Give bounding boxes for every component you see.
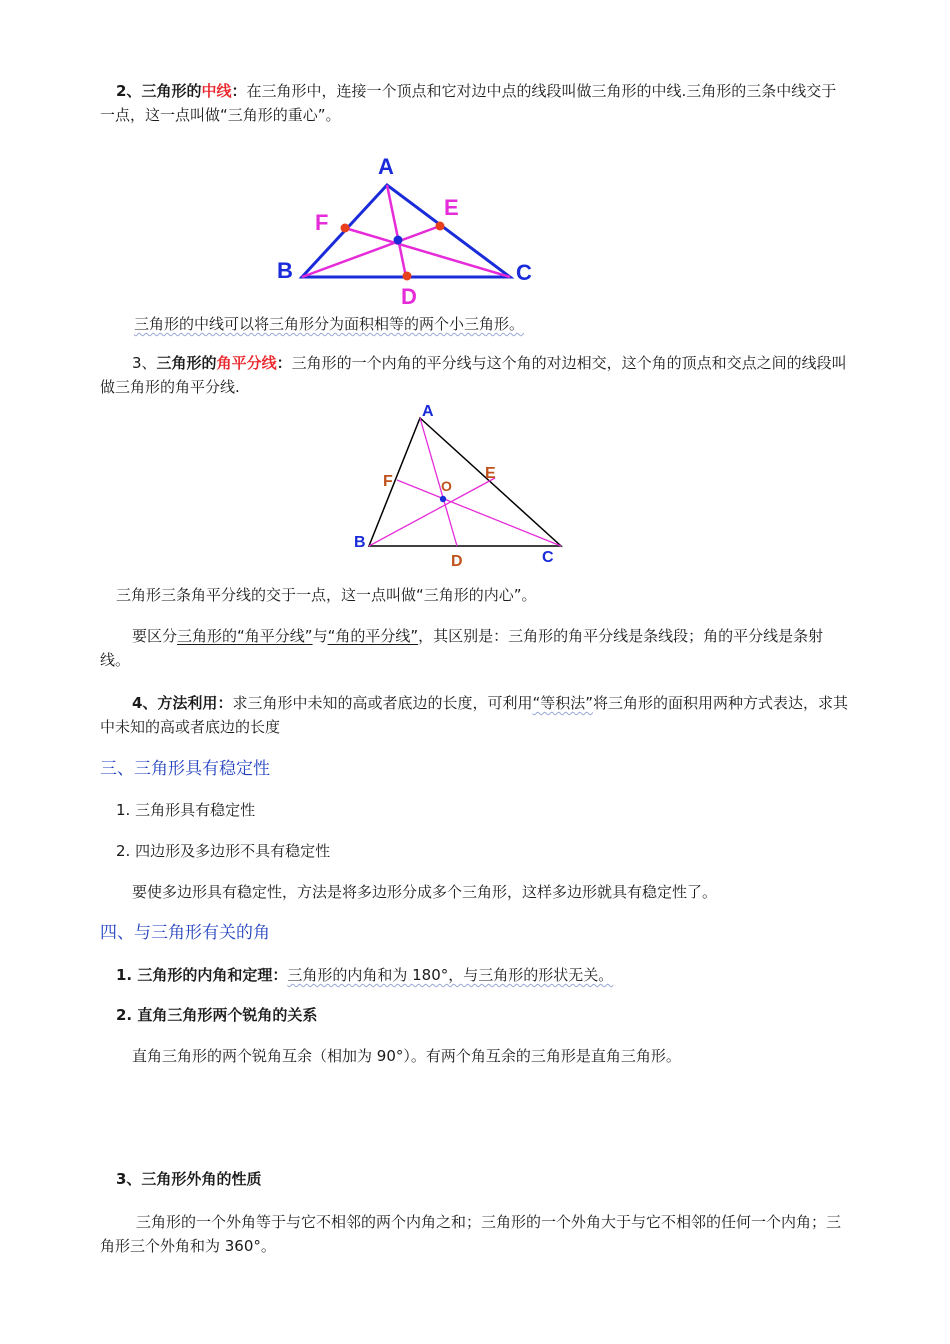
definition-text: 三角形的一个内角的平分线与这个角的对边相交，这个角的顶点和交点之间的线段叫做三角形的角平分线. [100, 354, 847, 396]
label-e: E [485, 465, 496, 482]
label-f: F [383, 473, 393, 490]
label-b: B [277, 258, 293, 283]
method-text-2: 将三角形的面积用两种方式表达，求其中未知的高或者底边的长度 [100, 694, 849, 736]
term-colon: ： [276, 354, 292, 372]
incenter-point [440, 496, 446, 502]
label-e: E [444, 195, 459, 220]
term-colon: ： [231, 82, 247, 100]
section-number: 2、 [116, 82, 142, 100]
section-4-heading: 四、与三角形有关的角 [100, 923, 270, 943]
triangle-abc [302, 185, 510, 277]
method-label: 4、方法利用： [132, 694, 233, 712]
angle-sum-item [100, 963, 850, 987]
angle-sum-text: 三角形的内角和为 180°，与三角形的形状无关。 [287, 966, 614, 984]
distinguish-note [100, 624, 850, 672]
point-d [403, 272, 412, 281]
section-number: 3、 [132, 354, 157, 372]
distinguish-term-2: “角的平分线” [327, 627, 419, 645]
right-triangle-heading: 2. 直角三角形两个锐角的关系 [116, 1006, 318, 1024]
label-c: C [516, 260, 532, 285]
point-e [436, 222, 445, 231]
exterior-angle-text: 三角形的一个外角等于与它不相邻的两个内角之和；三角形的一个外角大于与它不相邻的任何一个内角；三角形三个外角和为 360°。 [100, 1213, 842, 1255]
label-a: A [378, 154, 394, 179]
median-area-text: 三角形的中线可以将三角形分为面积相等的两个小三角形。 [134, 315, 525, 333]
label-o: O [441, 478, 452, 494]
bisector-cf [397, 480, 561, 546]
label-d: D [451, 553, 463, 570]
term-prefix: 三角形的 [141, 82, 202, 100]
point-f [341, 224, 350, 233]
incenter-text: 三角形三条角平分线的交于一点，这一点叫做“三角形的内心”。 [116, 586, 537, 604]
distinguish-term-1: 三角形的“角平分线” [177, 627, 313, 645]
centroid-point [394, 236, 403, 245]
label-c: C [542, 549, 554, 566]
term-highlight: 角平分线 [216, 354, 277, 372]
label-a: A [422, 403, 434, 420]
distinguish-text-1: 要区分 [132, 627, 178, 645]
median-area-note [100, 312, 850, 336]
bisector-definition [100, 351, 850, 399]
label-f: F [315, 210, 329, 235]
distinguish-text-3: ，其区别是：三角形的角平分线是条线段；角的平分线是条射线。 [100, 627, 824, 669]
method-text-1: 求三角形中未知的高或者底边的长度，可利用 [232, 694, 533, 712]
triangle-abc [369, 418, 561, 546]
term-highlight: 中线 [201, 82, 232, 100]
angle-sum-label: 1. 三角形的内角和定理： [116, 966, 288, 984]
section-3-heading: 三、三角形具有稳定性 [100, 759, 270, 779]
stability-item-1: 1. 三角形具有稳定性 [116, 801, 256, 819]
term-prefix: 三角形的 [156, 354, 217, 372]
right-triangle-text: 直角三角形的两个锐角互余（相加为 90°）。有两个角互余的三角形是直角三角形。 [132, 1047, 681, 1065]
label-b: B [354, 534, 366, 551]
bisector-triangle-figure [340, 398, 580, 573]
method-paragraph [100, 691, 850, 739]
stability-item-2: 2. 四边形及多边形不具有稳定性 [116, 842, 331, 860]
incenter-note [100, 583, 850, 607]
median-definition [100, 79, 850, 127]
stability-note: 要使多边形具有稳定性，方法是将多边形分成多个三角形，这样多边形就具有稳定性了。 [132, 883, 718, 901]
definition-text: 在三角形中，连接一个顶点和它对边中点的线段叫做三角形的中线.三角形的三条中线交于一点，这一点叫做“三角形的重心”。 [100, 82, 837, 124]
exterior-angle-heading: 3、三角形外角的性质 [116, 1170, 262, 1188]
method-term: “等积法” [532, 694, 594, 712]
distinguish-text-2: 与 [312, 627, 328, 645]
median-triangle-figure [270, 150, 550, 310]
label-d: D [401, 284, 417, 309]
